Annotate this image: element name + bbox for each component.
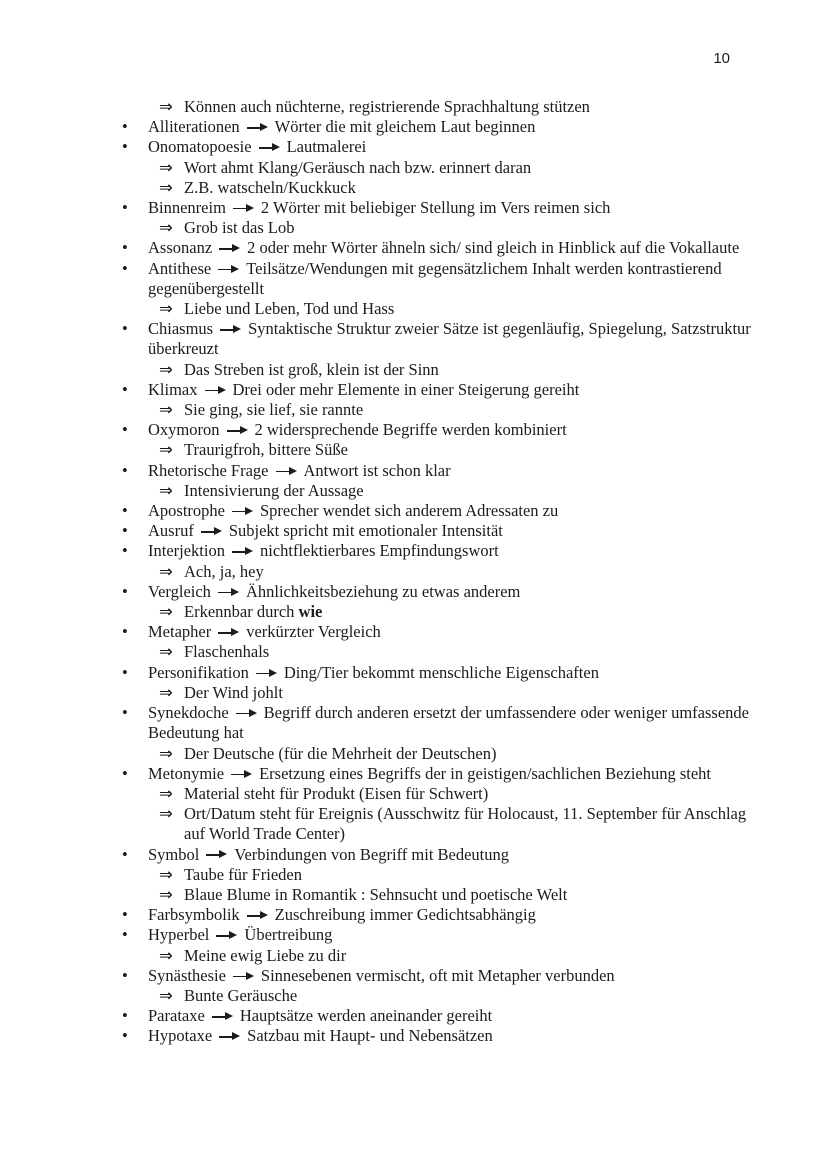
sub-list-item [0,97,770,117]
sub-list-item [0,400,770,420]
double-arrow-icon: ⇒ [159,400,173,420]
right-arrow-head [246,972,254,980]
right-arrow-head [231,588,239,596]
right-arrow-line [233,208,247,210]
sub-text: Material steht für Produkt (Eisen für Schwert) [184,783,489,803]
sub-text: Ach, ja, hey [184,561,264,581]
sub-text: Das Streben ist groß, klein ist der Sinn [184,359,439,379]
sub-list-item [0,642,770,662]
definition-text: 2 widersprechende Begriffe werden kombiniert [254,420,567,440]
sub-list-item [0,481,770,501]
right-arrow-line [247,127,261,129]
term-label: Hypotaxe [148,1026,213,1046]
list-item [0,622,770,642]
sub-list-item [0,946,770,966]
right-arrow-icon [220,325,241,335]
term-label: Antithese [148,258,212,278]
right-arrow-icon [219,244,240,254]
bullet-icon: • [122,460,128,480]
right-arrow-icon [201,527,222,537]
right-arrow-line [231,774,245,776]
double-arrow-icon: ⇒ [159,804,173,824]
definition-text: Sinnesebenen vermischt, oft mit Metapher verbunden [260,965,615,985]
definition-text: Hauptsätze werden aneinander gereiht [239,1006,493,1026]
definition-text: nichtflektierbares Empfindungswort [259,541,499,561]
right-arrow-line [206,854,220,856]
term-label: Klimax [148,379,198,399]
right-arrow-head [232,244,240,252]
right-arrow-head [231,265,239,273]
double-arrow-icon: ⇒ [159,218,173,238]
term-label: Parataxe [148,1006,205,1026]
right-arrow-icon [256,668,277,678]
term-label: Synekdoche [148,703,229,723]
double-arrow-icon: ⇒ [159,602,173,622]
right-arrow-line [256,673,270,675]
bullet-icon: • [122,501,128,521]
list-item [0,117,770,137]
sub-text: Erkennbar durch [184,602,299,622]
stylistic-devices-list [0,97,770,1047]
sub-text: Z.B. watscheln/Kuckkuck [184,177,356,197]
sub-list-item [0,178,770,198]
double-arrow-icon: ⇒ [159,884,173,904]
right-arrow-head [260,911,268,919]
sub-text-bold: wie [298,602,323,622]
right-arrow-icon [219,1032,240,1042]
right-arrow-icon [218,628,239,638]
definition-text: Ähnlichkeitsbeziehung zu etwas anderem [245,581,521,601]
right-arrow-line [276,471,290,473]
definition-text: Wörter die mit gleichem Laut beginnen [274,117,536,137]
term-label: Interjektion [148,541,225,561]
right-arrow-icon [216,931,237,941]
right-arrow-line [218,632,232,634]
bullet-icon: • [122,905,128,925]
list-item [0,541,770,561]
right-arrow-head [260,123,268,131]
right-arrow-line [220,329,234,331]
double-arrow-icon: ⇒ [159,157,173,177]
sub-text: Sie ging, sie lief, sie rannte [184,400,364,420]
list-item [0,663,770,683]
bullet-icon: • [122,1026,128,1046]
right-arrow-icon [205,385,226,395]
list-item [0,259,770,299]
double-arrow-icon: ⇒ [159,359,173,379]
definition-text: Verbindungen von Begriff mit Bedeutung [234,844,510,864]
sub-text: Traurigfroh, bittere Süße [184,440,348,460]
definition-text: Syntaktische Struktur zweier Sätze ist gegenläufig, Spiegelung, Satzstruktur überkreuzt [148,319,751,359]
list-item [0,319,770,359]
right-arrow-line [205,390,219,392]
list-item [0,521,770,541]
double-arrow-icon: ⇒ [159,864,173,884]
list-item [0,1026,770,1046]
sub-text: Meine ewig Liebe zu dir [184,945,347,965]
double-arrow-icon: ⇒ [159,97,173,116]
right-arrow-icon [233,971,254,981]
right-arrow-head [289,467,297,475]
term-label: Alliterationen [148,117,240,137]
right-arrow-head [219,850,227,858]
term-label: Onomatopoesie [148,137,252,157]
right-arrow-icon [206,850,227,860]
double-arrow-icon: ⇒ [159,783,173,803]
term-label: Symbol [148,844,200,864]
sub-list-item [0,360,770,380]
sub-text: Liebe und Leben, Tod und Hass [184,299,395,319]
list-item [0,198,770,218]
right-arrow-head [218,386,226,394]
bullet-icon: • [122,541,128,561]
bullet-icon: • [122,521,128,541]
bullet-icon: • [122,925,128,945]
sub-text: Bunte Geräusche [184,985,298,1005]
sub-text: Intensivierung der Aussage [184,480,364,500]
definition-text: Begriff durch anderen ersetzt der umfassendere oder weniger umfassende Bedeutung hat [148,703,749,743]
right-arrow-line [218,592,232,594]
right-arrow-line [216,935,230,937]
term-label: Vergleich [148,581,211,601]
sub-text: Der Deutsche (für die Mehrheit der Deutschen) [184,743,497,763]
right-arrow-line [219,1036,233,1038]
double-arrow-icon: ⇒ [159,561,173,581]
bullet-icon: • [122,137,128,157]
list-item [0,764,770,784]
term-label: Binnenreim [148,198,226,218]
list-item [0,137,770,157]
sub-text: Ort/Datum steht für Ereignis (Ausschwitz für Holocaust, 11. September für Anschlag auf World Trade Center) [184,804,747,844]
bullet-icon: • [122,703,128,723]
right-arrow-head [249,709,257,717]
definition-text: 2 oder mehr Wörter ähneln sich/ sind gleich in Hinblick auf die Vokallaute [247,238,740,258]
right-arrow-line [247,915,261,917]
double-arrow-icon: ⇒ [159,945,173,965]
sub-text: Taube für Frieden [184,864,302,884]
sub-list-item [0,865,770,885]
term-label: Farbsymbolik [148,905,240,925]
right-arrow-head [229,931,237,939]
bullet-icon: • [122,1006,128,1026]
right-arrow-line [227,430,241,432]
sub-list-item [0,885,770,905]
right-arrow-icon [232,507,253,517]
list-item [0,845,770,865]
double-arrow-icon: ⇒ [159,480,173,500]
right-arrow-icon [218,587,239,597]
list-item [0,1006,770,1026]
definition-text: Subjekt spricht mit emotionaler Intensität [228,521,503,541]
definition-text: Übertreibung [244,925,333,945]
right-arrow-line [259,147,273,149]
bullet-icon: • [122,258,128,278]
right-arrow-line [233,976,247,978]
right-arrow-head [246,204,254,212]
bullet-icon: • [122,662,128,682]
term-label: Rhetorische Frage [148,460,269,480]
list-item [0,420,770,440]
sub-text: Blaue Blume in Romantik : Sehnsucht und poetische Welt [184,884,568,904]
right-arrow-icon [247,123,268,133]
bullet-icon: • [122,420,128,440]
right-arrow-head [233,325,241,333]
double-arrow-icon: ⇒ [159,682,173,702]
term-label: Hyperbel [148,925,210,945]
double-arrow-icon: ⇒ [159,642,173,662]
right-arrow-icon [232,547,253,557]
double-arrow-icon: ⇒ [159,299,173,319]
sub-list-item [0,986,770,1006]
bullet-icon: • [122,844,128,864]
sub-list-item [0,440,770,460]
term-label: Oxymoron [148,420,220,440]
right-arrow-icon [212,1012,233,1022]
right-arrow-icon [236,709,257,719]
right-arrow-line [218,269,232,271]
page-number: 10 [713,50,730,67]
sub-list-item [0,744,770,764]
right-arrow-head [245,507,253,515]
right-arrow-icon [231,769,252,779]
bullet-icon: • [122,622,128,642]
sub-text: Können auch nüchterne, registrierende Sprachhaltung stützen [184,97,590,116]
right-arrow-line [201,531,215,533]
double-arrow-icon: ⇒ [159,177,173,197]
sub-text: Der Wind johlt [184,682,283,702]
term-label: Chiasmus [148,319,214,339]
definition-text: Teilsätze/Wendungen mit gegensätzlichem Inhalt werden kontrastierend gegenübergestellt [148,258,722,298]
definition-text: Sprecher wendet sich anderem Adressaten zu [260,501,559,521]
right-arrow-head [245,547,253,555]
right-arrow-icon [247,911,268,921]
term-label: Apostrophe [148,501,225,521]
term-label: Metapher [148,622,212,642]
double-arrow-icon: ⇒ [159,440,173,460]
term-label: Metonymie [148,763,225,783]
right-arrow-line [232,511,246,513]
sub-list-item [0,683,770,703]
right-arrow-line [232,551,246,553]
sub-list-item [0,602,770,622]
term-label: Synästhesie [148,965,226,985]
sub-list-item [0,218,770,238]
definition-text: verkürzter Vergleich [246,622,381,642]
right-arrow-head [272,143,280,151]
definition-text: 2 Wörter mit beliebiger Stellung im Vers reimen sich [260,198,611,218]
list-item [0,380,770,400]
right-arrow-head [231,628,239,636]
definition-text: Zuschreibung immer Gedichtsabhängig [274,905,536,925]
sub-list-item [0,784,770,804]
definition-text: Antwort ist schon klar [303,460,451,480]
sub-text: Grob ist das Lob [184,218,295,238]
list-item [0,461,770,481]
list-item [0,905,770,925]
list-item [0,582,770,602]
definition-text: Lautmalerei [286,137,367,157]
sub-text: Wort ahmt Klang/Geräusch nach bzw. erinnert daran [184,157,532,177]
bullet-icon: • [122,319,128,339]
right-arrow-icon [276,466,297,476]
right-arrow-line [219,248,233,250]
term-label: Assonanz [148,238,213,258]
definition-text: Ding/Tier bekommt menschliche Eigenschaften [283,662,599,682]
bullet-icon: • [122,965,128,985]
definition-text: Drei oder mehr Elemente in einer Steigerung gereiht [232,379,580,399]
sub-list-item [0,299,770,319]
term-label: Ausruf [148,521,194,541]
right-arrow-head [240,426,248,434]
right-arrow-head [225,1012,233,1020]
bullet-icon: • [122,238,128,258]
bullet-icon: • [122,581,128,601]
sub-list-item [0,562,770,582]
right-arrow-icon [218,264,239,274]
double-arrow-icon: ⇒ [159,743,173,763]
list-item [0,966,770,986]
list-item [0,703,770,743]
bullet-icon: • [122,763,128,783]
bullet-icon: • [122,198,128,218]
double-arrow-icon: ⇒ [159,985,173,1005]
list-item [0,501,770,521]
sub-list-item [0,158,770,178]
right-arrow-line [236,713,250,715]
right-arrow-head [244,770,252,778]
list-item [0,238,770,258]
right-arrow-head [232,1032,240,1040]
right-arrow-head [214,527,222,535]
sub-list-item [0,804,770,844]
right-arrow-head [269,669,277,677]
right-arrow-icon [259,143,280,153]
definition-text: Ersetzung eines Begriffs der in geistigen/sachlichen Beziehung steht [259,763,712,783]
sub-text: Flaschenhals [184,642,270,662]
term-label: Personifikation [148,662,249,682]
list-item [0,925,770,945]
definition-text: Satzbau mit Haupt- und Nebensätzen [247,1026,493,1046]
right-arrow-icon [233,204,254,214]
bullet-icon: • [122,117,128,137]
bullet-icon: • [122,379,128,399]
right-arrow-icon [227,426,248,436]
right-arrow-line [212,1016,226,1018]
